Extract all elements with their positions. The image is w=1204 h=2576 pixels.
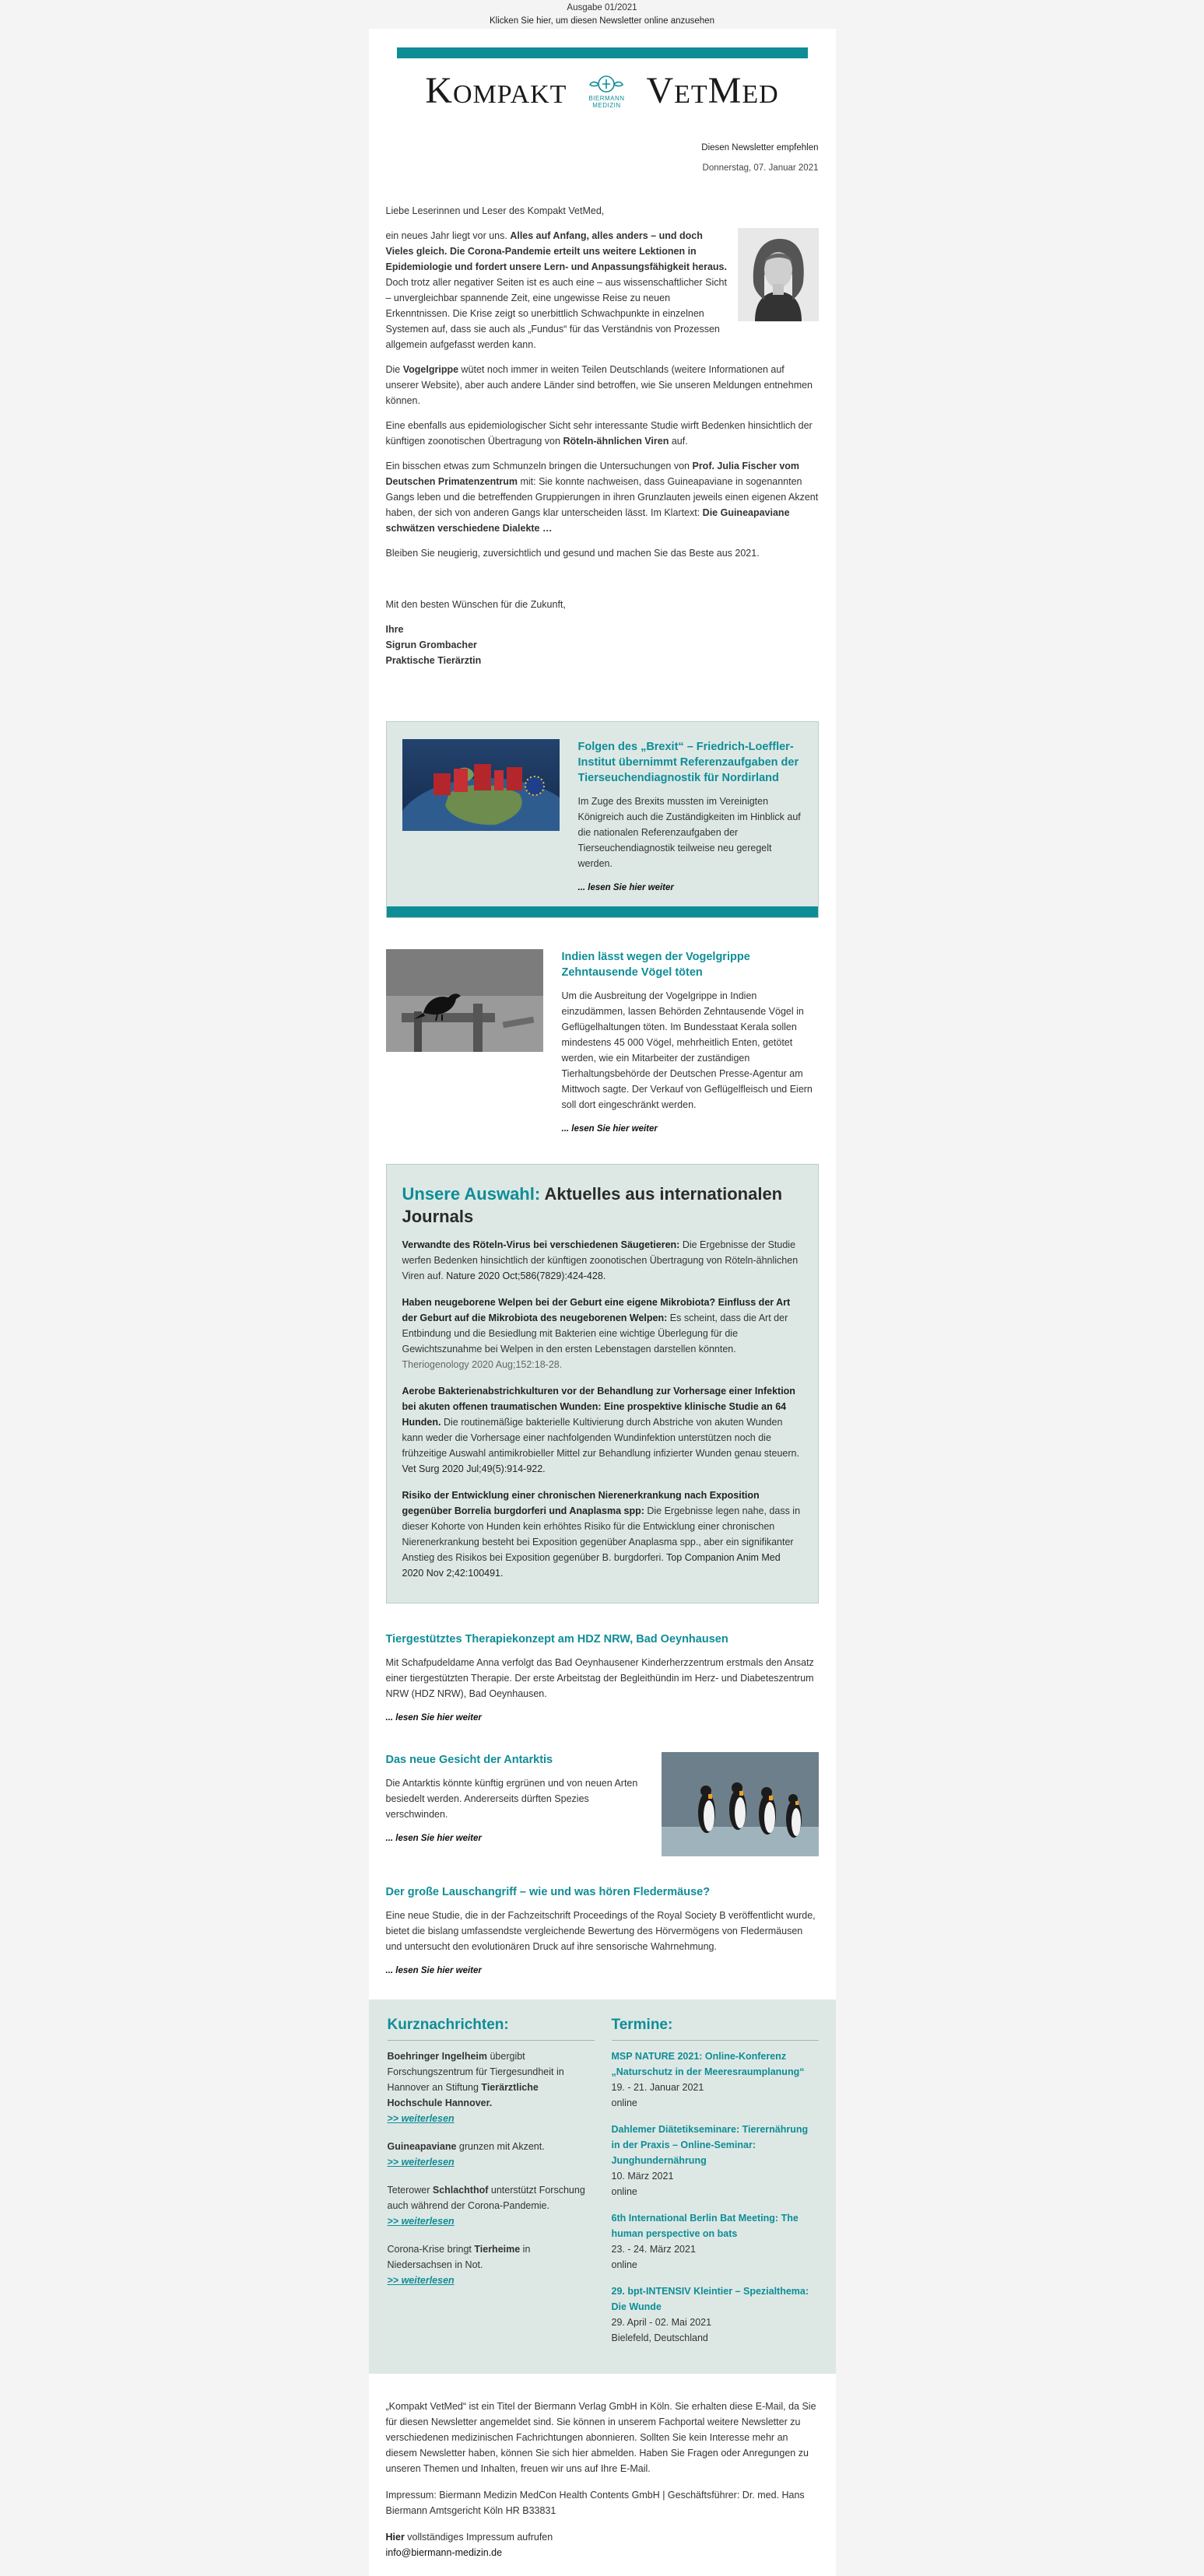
read-more-link[interactable]: >> weiterlesen — [388, 2216, 455, 2227]
newsletter — [369, 29, 836, 2576]
footer — [369, 2374, 836, 2576]
unsubscribe-link[interactable]: abmelden — [591, 2448, 634, 2459]
editorial-p4: Ein bisschen etwas zum Schmunzeln bringen die Untersuchungen von Prof. Julia Fischer vom Deutschen Primatenzentrum mit: Sie konnte nachweisen, dass Guineapaviane in sogenannten Gangs leben und die betreffenden Gruppierungen in ihren Grunzlauten jeweils einen eigenen Akzent haben, der sich von anderen Gangs klar unterscheiden lässt. Im Klartext: Die Guineapaviane schwätzen verschiedene Dialekte … — [386, 458, 819, 536]
antarctica-body: Die Antarktis könnte künftig ergrünen und von neuen Arten besiedelt werden. Andererseits dürften Spezies verschwinden. — [386, 1775, 649, 1822]
masthead — [369, 58, 836, 125]
india-body: Um die Ausbreitung der Vogelgrippe in Indien einzudämmen, lassen Behörden Zehntausende Vögel in Geflügelhaltungen töten. Im Bundesstaat Kerala sollen mindestens 45 000 Vögel, mehrheitlich Enten, getötet werden, wie ein Mitarbeiter der zuständigen Tierhaltungsbehörde der Deutschen Presse-Agentur am Mittwoch sagte. Der Verkauf von Geflügelfleisch und Eiern soll dort eingeschränkt werden. — [562, 988, 819, 1113]
editorial-p5: Bleiben Sie neugierig, zuversichtlich und gesund und machen Sie das Beste aus 2021. — [386, 545, 819, 561]
event-title[interactable]: 29. bpt-INTENSIV Kleintier – Spezialthema: Die Wunde — [612, 2283, 819, 2315]
short-news-item: Guineapaviane grunzen mit Akzent. >> weiterlesen — [388, 2139, 595, 2170]
event-place: online — [612, 2095, 819, 2111]
antarctica-article — [386, 1752, 819, 1856]
event-date: 23. - 24. März 2021 — [612, 2241, 819, 2257]
read-more-link[interactable]: >> weiterlesen — [388, 2157, 455, 2168]
antarctica-headline[interactable]: Das neue Gesicht der Antarktis — [386, 1752, 649, 1768]
event-place: online — [612, 2184, 819, 2199]
closing: Mit den besten Wünschen für die Zukunft, — [386, 597, 819, 612]
issue-number: Ausgabe 01/2021 — [0, 0, 1204, 15]
preheader — [0, 0, 1204, 29]
journal-selection — [386, 1164, 819, 1603]
event-date: 19. - 21. Januar 2021 — [612, 2080, 819, 2095]
therapy-body: Mit Schafpudeldame Anna verfolgt das Bad Oeynhausener Kinderherzzentrum erstmals den Ansatz einer tiergestützten Therapie. Der erste Arbeitstag der Begleithündin im Herz- und Diabeteszentrum NRW (HDZ NRW), Bad Oeynhausen. — [386, 1655, 819, 1702]
crow-image[interactable] — [386, 949, 543, 1052]
india-headline[interactable]: Indien lässt wegen der Vogelgrippe Zehntausende Vögel töten — [562, 949, 819, 980]
read-more-link[interactable]: >> weiterlesen — [388, 2275, 455, 2286]
short-news-title: Kurznachrichten: — [388, 2013, 595, 2041]
short-news-item: Boehringer Ingelheim übergibt Forschungszentrum für Tiergesundheit in Hannover an Stiftung Tierärztliche Hochschule Hannover. >> weiterlesen — [388, 2049, 595, 2126]
short-news-item: Teterower Schlachthof unterstützt Forschung auch während der Corona-Pandemie. >> weiterlesen — [388, 2182, 595, 2229]
india-article — [386, 949, 819, 1136]
masthead-bar — [397, 47, 808, 58]
events-title: Termine: — [612, 2013, 819, 2041]
therapy-headline[interactable]: Tiergestütztes Therapiekonzept am HDZ NRW, Bad Oeynhausen — [386, 1631, 819, 1647]
signature: Ihre Sigrun Grombacher Praktische Tierärztin — [386, 622, 819, 668]
news-and-events — [369, 1999, 836, 2374]
greeting: Liebe Leserinnen und Leser des Kompakt VetMed, — [386, 203, 819, 219]
crest-icon — [588, 74, 624, 94]
footer-imprint-link: Hier vollständiges Impressum aufrufen — [386, 2529, 819, 2545]
footer-disclaimer: „Kompakt VetMed“ ist ein Titel der Biermann Verlag GmbH in Köln. Sie erhalten diese E-Mail, da Sie für diesen Newsletter angemeldet sind. Sie können in unserem Fachportal weitere Newsletter zu verschiedenen medizinischen Fachrichtungen abonnieren. Sollten Sie kein Interesse mehr an diesem Newsletter haben, können Sie sich hier abmelden. Haben Sie Fragen oder Anregungen zu unseren Themen und Inhalten, freuen wir uns auf Ihre E-Mail. — [386, 2399, 819, 2476]
event-date: 29. April - 02. Mai 2021 — [612, 2315, 819, 2330]
editorial — [386, 203, 819, 668]
brexit-bar — [387, 906, 818, 917]
biermann-logo — [582, 74, 630, 110]
brexit-body: Im Zuge des Brexits mussten im Vereinigten Königreich auch die Zuständigkeiten im Hinblick auf die nationalen Referenzaufgaben der Tierseuchendiagnostik teilweise neu geregelt werden. — [578, 794, 802, 871]
footer-imprint: Impressum: Biermann Medizin MedCon Health Contents GmbH | Geschäftsführer: Dr. med. Hans Biermann Amtsgericht Köln HR B33831 — [386, 2487, 819, 2518]
therapy-read-more[interactable]: ... lesen Sie hier weiter — [386, 1711, 819, 1725]
brexit-image[interactable] — [402, 739, 560, 831]
view-online-link[interactable]: Klicken Sie hier, um diesen Newsletter online anzusehen — [490, 16, 714, 26]
bats-article — [386, 1884, 819, 1978]
event-title[interactable]: MSP NATURE 2021: Online-Konferenz „Naturschutz in der Meeresraumplanung“ — [612, 2049, 819, 2080]
author-portrait — [738, 228, 819, 321]
penguins-image[interactable] — [662, 1752, 819, 1856]
logo-line-1: BIERMANN — [582, 96, 630, 103]
event-item — [612, 2122, 819, 2199]
journal-entry[interactable]: Verwandte des Röteln-Virus bei verschiedenen Säugetieren: Die Ergebnisse der Studie werfen Bedenken hinsichtlich der künftigen zoonotischen Übertragung von Röteln-ähnlichen Viren auf. Nature 2020 Oct;586(7829):424-428. — [402, 1237, 802, 1284]
journal-entry[interactable]: Aerobe Bakterienabstrichkulturen vor der Behandlung zur Vorhersage einer Infektion bei akuten offenen traumatischen Wunden: Eine prospektive klinische Studie an 64 Hunden. Die routinemäßige bakterielle Kultivierung durch Abstriche von akuten Wunden kann weder die Vorhersage einer nachfolgenden Wundinfektion unterstützen noch die frühzeitige Auswahl antimikrobieller Mittel zur Behandlung infizierter Wunden genau steuern. Vet Surg 2020 Jul;49(5):914-922. — [402, 1383, 802, 1477]
events — [612, 2013, 819, 2357]
bats-body: Eine neue Studie, die in der Fachzeitschrift Proceedings of the Royal Society B veröffentlicht wurde, bietet die bislang umfassendste vergleichende Bewertung des Hörvermögens von Fledermäusen und untersucht den evolutionären Druck auf ihre sensorische Wahrnehmung. — [386, 1908, 819, 1954]
event-title[interactable]: Dahlemer Diätetikseminare: Tierernährung in der Praxis – Online-Seminar: Junghundernährung — [612, 2122, 819, 2168]
short-news-item: Corona-Krise bringt Tierheime in Niedersachsen in Not. >> weiterlesen — [388, 2241, 595, 2288]
brexit-headline[interactable]: Folgen des „Brexit“ – Friedrich-Loeffler-Institut übernimmt Referenzaufgaben der Tierseuchendiagnostik für Nordirland — [578, 739, 802, 786]
recommend-link[interactable]: Diesen Newsletter empfehlen — [701, 143, 818, 152]
editorial-p3: Eine ebenfalls aus epidemiologischer Sicht sehr interessante Studie wirft Bedenken hinsichtlich der künftigen zoonotischen Übertragung von Röteln-ähnlichen Viren auf. — [386, 418, 819, 449]
logo-line-2: MEDIZIN — [582, 103, 630, 110]
journal-title: Unsere Auswahl: Aktuelles aus internationalen Journals — [402, 1183, 802, 1228]
masthead-kompakt: Kompakt — [425, 61, 567, 121]
short-news — [388, 2013, 595, 2357]
bats-read-more[interactable]: ... lesen Sie hier weiter — [386, 1964, 819, 1978]
event-title[interactable]: 6th International Berlin Bat Meeting: The human perspective on bats — [612, 2210, 819, 2241]
contact-email-link[interactable]: info@biermann-medizin.de — [386, 2547, 503, 2558]
journal-entry[interactable]: Haben neugeborene Welpen bei der Geburt eine eigene Mikrobiota? Einfluss der Art der Geburt auf die Mikrobiota des neugeborenen Welpen: Es scheint, dass die Art der Entbindung und die Besiedlung mit Bakterien eine wichtige Überlegung für die Gewichtszunahme bei Welpen in den ersten Lebenstagen darstellen könnten. Theriogenology 2020 Aug;152:18-28. — [402, 1295, 802, 1372]
event-place: online — [612, 2257, 819, 2273]
event-item — [612, 2210, 819, 2273]
masthead-vetmed: VetMed — [646, 61, 778, 121]
antarctica-read-more[interactable]: ... lesen Sie hier weiter — [386, 1831, 649, 1845]
editorial-p1: ein neues Jahr liegt vor uns. Alles auf Anfang, alles anders – und doch Vieles gleich. Die Corona-Pandemie erteilt uns weitere Lektionen in Epidemiologie und fordert unsere Lern- und Anpassungsfähigkeit heraus. Doch trotz aller negativer Seiten ist es auch eine – aus wissenschaftlicher Sicht – unvergleichbar spannende Zeit, eine ungewisse Reise zu neuen Erkenntnissen. Die Krise zeigt so unerbittlich Schwachpunkte in einzelnen Systemen auf, dass sie auch als „Fundus“ für das Verständnis von Prozessen allgemein aufgefasst werden kann. — [386, 228, 819, 352]
read-more-link[interactable]: >> weiterlesen — [388, 2113, 455, 2124]
journal-entry[interactable]: Risiko der Entwicklung einer chronischen Nierenerkrankung nach Exposition gegenüber Borrelia burgdorferi und Anaplasma spp: Die Ergebnisse legen nahe, dass in dieser Kohorte von Hunden kein erhöhtes Risiko für die Entwicklung einer chronischen Nierenerkrankung besteht bei Exposition gegenüber Anaplasma spp., aber ein signifikanter Anstieg des Risikos bei Exposition gegenüber B. burgdorferi. Top Companion Anim Med 2020 Nov 2;42:100491. — [402, 1488, 802, 1581]
brexit-feature — [386, 721, 819, 917]
full-imprint-link[interactable]: Hier — [386, 2532, 405, 2543]
event-place: Bielefeld, Deutschland — [612, 2330, 819, 2346]
event-date: 10. März 2021 — [612, 2168, 819, 2184]
event-item — [612, 2283, 819, 2346]
bats-headline[interactable]: Der große Lauschangriff – wie und was hören Fledermäuse? — [386, 1884, 819, 1900]
brexit-read-more[interactable]: ... lesen Sie hier weiter — [578, 881, 802, 895]
editorial-p2: Die Vogelgrippe wütet noch immer in weiten Teilen Deutschlands (weitere Informationen auf unserer Website), aber auch andere Länder sind betroffen, wie Sie unseren Meldungen entnehmen können. — [386, 362, 819, 408]
therapy-article — [386, 1631, 819, 1725]
issue-date: Donnerstag, 07. Januar 2021 — [386, 161, 819, 175]
india-read-more[interactable]: ... lesen Sie hier weiter — [562, 1122, 819, 1136]
event-item — [612, 2049, 819, 2111]
